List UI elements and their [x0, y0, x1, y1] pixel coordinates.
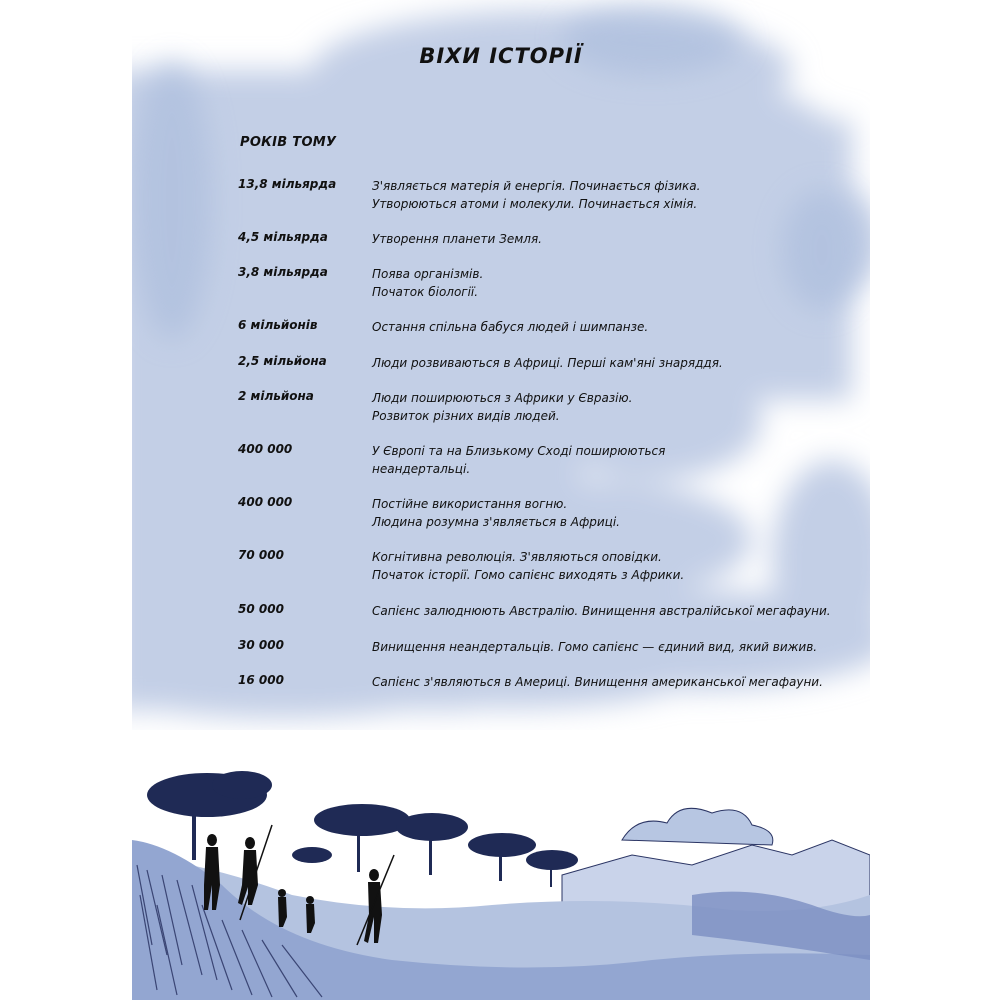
timeline-year: 6 мільйонів	[238, 318, 318, 332]
timeline-year: 400 000	[238, 495, 293, 509]
timeline-year: 50 000	[238, 602, 284, 616]
timeline-year: 400 000	[238, 442, 293, 456]
event-line: Поява організмів.	[372, 267, 484, 281]
years-ago-header: РОКІВ ТОМУ	[240, 135, 337, 150]
timeline-year: 30 000	[238, 638, 284, 652]
event-line: Сапієнс з'являються в Америці. Винищення американської мегафауни.	[372, 675, 823, 689]
timeline-year: 2,5 мільйона	[238, 354, 327, 368]
timeline-event	[372, 548, 842, 584]
savanna-landscape-illustration	[132, 745, 870, 1000]
timeline-event	[372, 265, 842, 301]
timeline-event	[372, 230, 842, 248]
timeline-year: 13,8 мільярда	[238, 177, 337, 191]
timeline-event	[372, 354, 842, 372]
timeline-event	[372, 442, 842, 478]
timeline-year: 2 мільйона	[238, 389, 314, 403]
event-line: Утворення планети Земля.	[372, 232, 542, 246]
timeline-event	[372, 638, 842, 656]
event-line: Початок історії. Гомо сапієнс виходять з Африки.	[372, 568, 685, 582]
page-title: ВІХИ ІСТОРІЇ	[419, 44, 583, 68]
book-page	[132, 0, 870, 1000]
timeline-event	[372, 495, 842, 531]
event-line: У Європі та на Близькому Сході поширюються	[372, 444, 666, 458]
timeline-year: 70 000	[238, 548, 284, 562]
event-line: Сапієнс залюднюють Австралію. Винищення австралійської мегафауни.	[372, 604, 831, 618]
event-line: Остання спільна бабуся людей і шимпанзе.	[372, 320, 649, 334]
event-line: Люди поширюються з Африки у Євразію.	[372, 391, 633, 405]
timeline-event	[372, 318, 842, 336]
event-line: Утворюються атоми і молекули. Починається хімія.	[372, 197, 698, 211]
event-line: Людина розумна з'являється в Африці.	[372, 515, 620, 529]
event-line: Початок біології.	[372, 285, 479, 299]
event-line: Постійне використання вогню.	[372, 497, 568, 511]
timeline-event	[372, 177, 842, 213]
timeline-year: 4,5 мільярда	[238, 230, 328, 244]
timeline-event	[372, 602, 842, 620]
timeline-year: 16 000	[238, 673, 284, 687]
event-line: неандертальці.	[372, 462, 471, 476]
timeline-event	[372, 389, 842, 425]
event-line: Люди розвиваються в Африці. Перші кам'яні знаряддя.	[372, 356, 723, 370]
event-line: Когнітивна революція. З'являються оповідки.	[372, 550, 662, 564]
event-line: Винищення неандертальців. Гомо сапієнс — єдиний вид, який вижив.	[372, 640, 818, 654]
event-line: Розвиток різних видів людей.	[372, 409, 560, 423]
event-line: З'являється матерія й енергія. Починається фізика.	[372, 179, 701, 193]
timeline-event	[372, 673, 842, 691]
timeline-year: 3,8 мільярда	[238, 265, 328, 279]
